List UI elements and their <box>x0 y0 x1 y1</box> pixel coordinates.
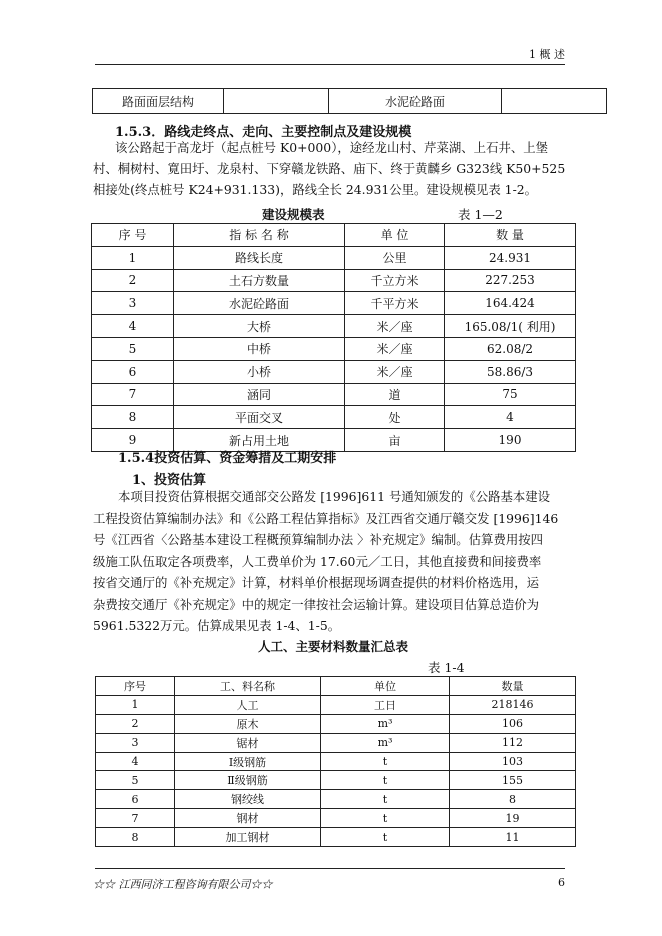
column-header: 单位 <box>321 677 450 696</box>
cell-qty: 19 <box>450 809 576 828</box>
cell-unit: 千立方米 <box>345 269 445 292</box>
cell-qty: 227.253 <box>445 269 576 292</box>
table-row <box>96 733 576 752</box>
cell-no: 4 <box>92 315 174 338</box>
table-number: 表 1-4 <box>428 660 465 675</box>
page-footer <box>93 868 565 891</box>
cell-no: 4 <box>96 752 175 771</box>
cell-no: 9 <box>92 429 174 452</box>
table-row <box>96 809 576 828</box>
cell-name: Ⅱ级钢筋 <box>175 771 321 790</box>
cell-qty: 62.08/2 <box>445 337 576 360</box>
cell-no: 5 <box>92 337 174 360</box>
table-row <box>96 790 576 809</box>
table-row <box>96 752 576 771</box>
cell-qty: 24.931 <box>445 246 576 269</box>
cell-unit: t <box>321 771 450 790</box>
cell-qty: 103 <box>450 752 576 771</box>
cell-no: 1 <box>92 246 174 269</box>
cell-no: 3 <box>96 733 175 752</box>
cell-name: 加工钢材 <box>175 828 321 847</box>
cell-name: 涵同 <box>174 383 345 406</box>
table-row <box>93 89 607 114</box>
table-row <box>96 714 576 733</box>
table-row <box>96 828 576 847</box>
cell-name: 平面交叉 <box>174 406 345 429</box>
table-cell-empty <box>502 89 607 114</box>
subsection-heading: 1、投资估算 <box>132 473 207 488</box>
paragraph-line: 该公路起于高龙圩（起点桩号 K0+000），途经龙山村、芹菜湖、上石井、上堡 <box>115 140 549 155</box>
paragraph-line: 村、桐树村、寛田圩、龙泉村、下穿赣龙铁路、庙下、终于黄麟乡 G323线 K50+525 <box>93 161 566 176</box>
cell-name: 中桥 <box>174 337 345 360</box>
table-title: 人工、主要材料数量汇总表 <box>258 639 409 654</box>
table-row <box>96 695 576 714</box>
chapter-title: 1 概 述 <box>529 48 565 61</box>
cell-unit: 公里 <box>345 246 445 269</box>
paragraph-line: 相接处(终点桩号 K24+931.133)，路线全长 24.931公里。建设规模见表 1-2。 <box>93 182 538 197</box>
section-heading-1-5-4: 1.5.4投资估算、资金筹措及工期安排 <box>118 451 337 466</box>
cell-unit: 亩 <box>345 429 445 452</box>
materials-summary-table <box>95 676 576 847</box>
cell-unit: t <box>321 828 450 847</box>
column-header: 单 位 <box>345 224 445 247</box>
section-heading-1-5-3: 1.5.3．路线走终点、走向、主要控制点及建设规模 <box>115 125 412 140</box>
table-row <box>92 246 576 269</box>
table-row <box>92 383 576 406</box>
cell-no: 8 <box>92 406 174 429</box>
paragraph-line: 号《江西省〈公路基本建设工程概预算编制办法 〉补充规定》编制。估算费用按四 <box>93 532 544 547</box>
cell-no: 3 <box>92 292 174 315</box>
cell-name: 土石方数量 <box>174 269 345 292</box>
cell-no: 1 <box>96 695 175 714</box>
cell-unit: 工日 <box>321 695 450 714</box>
table-header-row <box>92 224 576 247</box>
cell-qty: 11 <box>450 828 576 847</box>
cell-unit: t <box>321 809 450 828</box>
cell-unit: 米／座 <box>345 360 445 383</box>
cell-name: 路线长度 <box>174 246 345 269</box>
cell-name: 钢材 <box>175 809 321 828</box>
surface-label: 路面面层结构 <box>93 89 224 114</box>
cell-no: 6 <box>96 790 175 809</box>
cell-unit: 处 <box>345 406 445 429</box>
cell-qty: 190 <box>445 429 576 452</box>
surface-structure-table <box>92 88 607 114</box>
cell-qty: 106 <box>450 714 576 733</box>
cell-no: 2 <box>96 714 175 733</box>
cell-unit: 道 <box>345 383 445 406</box>
paragraph-line: 工程投资估算编制办法》和《公路工程估算指标》及江西省交通厅赣交发 [1996]146 <box>93 511 559 526</box>
paragraph-line: 本项目投资估算根据交通部交公路发 [1996]611 号通知颁发的《公路基本建设 <box>118 489 551 504</box>
cell-qty: 75 <box>445 383 576 406</box>
construction-scale-table <box>91 223 576 452</box>
cell-qty: 112 <box>450 733 576 752</box>
page-header <box>95 40 565 65</box>
table-row <box>92 315 576 338</box>
cell-name: 锯材 <box>175 733 321 752</box>
cell-name: 人工 <box>175 695 321 714</box>
cell-unit: 千平方米 <box>345 292 445 315</box>
table-row <box>92 406 576 429</box>
cell-unit: m³ <box>321 714 450 733</box>
cell-qty: 164.424 <box>445 292 576 315</box>
column-header: 数 量 <box>445 224 576 247</box>
cell-no: 5 <box>96 771 175 790</box>
cell-name: 水泥砼路面 <box>174 292 345 315</box>
cell-unit: 米／座 <box>345 315 445 338</box>
column-header: 序 号 <box>92 224 174 247</box>
table-row <box>92 269 576 292</box>
column-header: 数量 <box>450 677 576 696</box>
cell-qty: 155 <box>450 771 576 790</box>
page-number: 6 <box>558 876 565 889</box>
table-header-row <box>96 677 576 696</box>
cell-name: 大桥 <box>174 315 345 338</box>
column-header: 指 标 名 称 <box>174 224 345 247</box>
cell-unit: t <box>321 752 450 771</box>
cell-no: 2 <box>92 269 174 292</box>
cell-name: Ⅰ级钢筋 <box>175 752 321 771</box>
paragraph-line: 级施工队伍取定各项费率，人工费单价为 17.60元／工日，其他直接费和间接费率 <box>93 554 542 569</box>
cell-unit: m³ <box>321 733 450 752</box>
cell-unit: 米／座 <box>345 337 445 360</box>
surface-value: 水泥砼路面 <box>329 89 502 114</box>
cell-no: 7 <box>96 809 175 828</box>
paragraph-line: 杂费按交通厅《补充规定》中的规定一律按社会运输计算。建设项目估算总造价为 <box>93 597 540 612</box>
table-row <box>92 292 576 315</box>
paragraph-line: 5961.5322万元。估算成果见表 1-4、1-5。 <box>93 618 341 633</box>
table-number: 表 1—2 <box>458 207 503 222</box>
column-header: 工、料名称 <box>175 677 321 696</box>
cell-unit: t <box>321 790 450 809</box>
table-row <box>92 337 576 360</box>
paragraph-line: 按省交通厅的《补充规定》计算，材料单价根据现场调查提供的材料价格选用，运 <box>93 575 540 590</box>
column-header: 序号 <box>96 677 175 696</box>
table-row <box>92 360 576 383</box>
cell-qty: 4 <box>445 406 576 429</box>
table-cell-empty <box>224 89 329 114</box>
company-name: ☆☆ 江西同济工程咨询有限公司☆☆ <box>93 878 273 891</box>
table-title: 建设规模表 <box>262 207 325 222</box>
cell-no: 7 <box>92 383 174 406</box>
cell-no: 6 <box>92 360 174 383</box>
cell-qty: 218146 <box>450 695 576 714</box>
cell-name: 钢绞线 <box>175 790 321 809</box>
cell-name: 新占用土地 <box>174 429 345 452</box>
cell-no: 8 <box>96 828 175 847</box>
cell-name: 原木 <box>175 714 321 733</box>
cell-qty: 58.86/3 <box>445 360 576 383</box>
cell-qty: 8 <box>450 790 576 809</box>
cell-name: 小桥 <box>174 360 345 383</box>
table-row <box>96 771 576 790</box>
cell-qty: 165.08/1( 利用) <box>445 315 576 338</box>
